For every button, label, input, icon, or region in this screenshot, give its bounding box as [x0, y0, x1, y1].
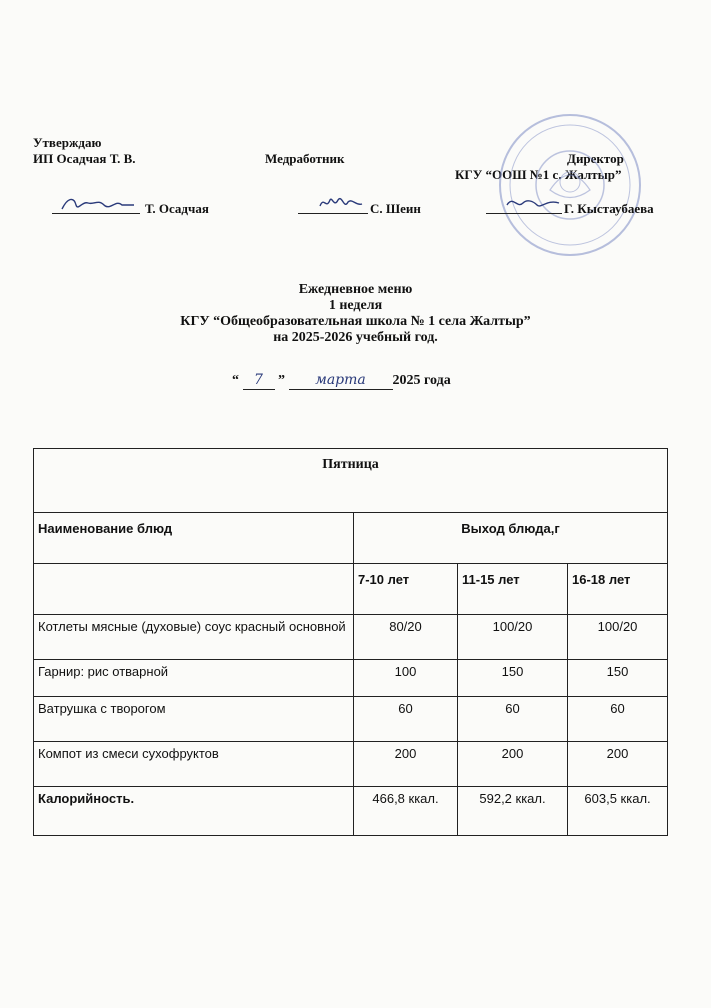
portion-value: 150: [458, 660, 568, 697]
portion-value: 200: [354, 742, 458, 787]
signature-name-2: С. Шеин: [370, 201, 421, 216]
dish-name: Ватрушка с творогом: [34, 697, 354, 742]
calories-value: 592,2 ккал.: [458, 787, 568, 836]
portion-value: 80/20: [354, 615, 458, 660]
calories-label: Калорийность.: [34, 787, 354, 836]
calories-row: [34, 787, 668, 836]
date-open-quote: “: [232, 373, 239, 388]
portion-value: 150: [568, 660, 668, 697]
med-label: Медработник: [265, 151, 345, 166]
date-day: 7: [243, 372, 275, 390]
empty-cell: [34, 564, 354, 615]
portion-value: 100/20: [568, 615, 668, 660]
portion-value: 200: [568, 742, 668, 787]
date-line: [232, 372, 451, 392]
signature-line-3: [486, 213, 562, 214]
calories-value: 603,5 ккал.: [568, 787, 668, 836]
seal-stamp: [495, 110, 645, 260]
portion-value: 60: [568, 697, 668, 742]
date-close-quote: ”: [278, 373, 285, 388]
portion-value: 60: [354, 697, 458, 742]
col-output-header: Выход блюда,г: [354, 513, 668, 564]
table-row: [34, 742, 668, 787]
table-row: [34, 697, 668, 742]
portion-value: 60: [458, 697, 568, 742]
signature-name-1: Т. Осадчая: [145, 201, 209, 216]
signature-1: [58, 193, 138, 215]
table-row: [34, 615, 668, 660]
week-label: 1 неделя: [328, 298, 383, 313]
signature-2: [318, 192, 364, 214]
dish-name: Котлеты мясные (духовые) соус красный основной: [34, 615, 354, 660]
calories-value: 466,8 ккал.: [354, 787, 458, 836]
portion-value: 200: [458, 742, 568, 787]
approve-label: Утверждаю: [33, 135, 102, 150]
table-row: [34, 660, 668, 697]
ip-name: ИП Осадчая Т. В.: [33, 151, 136, 166]
date-year: 2025 года: [392, 373, 451, 388]
portion-value: 100/20: [458, 615, 568, 660]
day-header: Пятница: [34, 449, 668, 513]
menu-title: Ежедневное меню: [298, 282, 413, 297]
age-header: 11-15 лет: [458, 564, 568, 615]
school-year: на 2025-2026 учебный год.: [273, 330, 438, 345]
portion-value: 100: [354, 660, 458, 697]
dish-name: Гарнир: рис отварной: [34, 660, 354, 697]
age-header: 16-18 лет: [568, 564, 668, 615]
date-month: марта: [289, 372, 393, 390]
col-name-header: Наименование блюд: [34, 513, 354, 564]
signature-3: [505, 193, 561, 213]
dish-name: Компот из смеси сухофруктов: [34, 742, 354, 787]
menu-table: [33, 448, 668, 836]
school-short: КГУ “ООШ №1 с. Жалтыр”: [455, 167, 622, 182]
age-header: 7-10 лет: [354, 564, 458, 615]
school-full-name: КГУ “Общеобразовательная школа № 1 села Жалтыр”: [180, 314, 531, 329]
director-label: Директор: [567, 151, 624, 166]
signature-name-3: Г. Кыстаубаева: [564, 201, 654, 216]
